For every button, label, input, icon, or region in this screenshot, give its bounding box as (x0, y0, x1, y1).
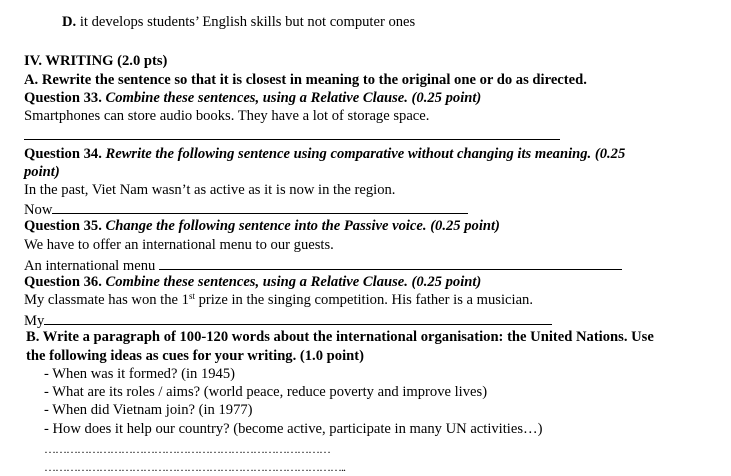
question-36-prompt: My (24, 313, 45, 329)
question-36-answer-line[interactable] (44, 310, 552, 325)
question-34-sentence: In the past, Viet Nam wasn’t as active as it is now in the region. (24, 182, 396, 198)
question-35-label: Question 35. (24, 218, 102, 234)
question-35-answer (24, 255, 622, 275)
question-34-answer-line[interactable] (52, 199, 468, 214)
question-35-answer-line[interactable] (159, 255, 622, 270)
part-a-title: A. Rewrite the sentence so that it is closest in meaning to the original one or do as directed. (24, 72, 587, 88)
question-35-sentence: We have to offer an international menu to our guests. (24, 237, 334, 253)
question-33-instruction: Combine these sentences, using a Relative Clause. (0.25 point) (101, 90, 482, 106)
question-36-header (24, 273, 481, 291)
question-34-prompt: Now (24, 202, 53, 218)
writing-dot-line[interactable]: …………………………………………………………………… (44, 442, 330, 456)
question-34-header (24, 145, 625, 163)
question-35-header (24, 217, 500, 235)
cue-item: - When did Vietnam join? (in 1977) (44, 402, 253, 418)
question-34-instruction: Rewrite the following sentence using comparative without changing its meaning. (0.25 (101, 146, 626, 162)
question-36-instruction: Combine these sentences, using a Relative Clause. (0.25 point) (101, 274, 482, 290)
part-b-title-line-2: the following ideas as cues for your writing. (1.0 point) (26, 348, 364, 364)
cue-item: - How does it help our country? (become active, participate in many UN activities…) (44, 421, 543, 437)
question-36-sentence-end: prize in the singing competition. His father is a musician. (194, 292, 533, 308)
question-33-label: Question 33. (24, 90, 102, 106)
option-d-text: it develops students’ English skills but not computer ones (76, 14, 416, 30)
writing-dot-line[interactable]: ……………………………………………………………………….. (44, 460, 345, 474)
section-title: IV. WRITING (2.0 pts) (24, 53, 168, 69)
question-34-instruction-cont: point) (24, 164, 60, 180)
part-b-title-line-1: B. Write a paragraph of 100-120 words about the international organisation: the United Nations. Use (26, 329, 654, 345)
question-35-prompt: An international menu (24, 258, 159, 274)
question-34-answer (24, 199, 468, 219)
question-36-sentence (24, 291, 533, 309)
question-36-sentence-start: My classmate has won the 1 (24, 292, 189, 308)
question-33-answer-line[interactable] (24, 139, 560, 140)
cue-item: - When was it formed? (in 1945) (44, 366, 236, 382)
question-33-sentence: Smartphones can store audio books. They have a lot of storage space. (24, 108, 430, 124)
question-36-answer (24, 310, 552, 330)
question-36-label: Question 36. (24, 274, 102, 290)
option-d (62, 13, 415, 31)
question-35-instruction: Change the following sentence into the Passive voice. (0.25 point) (101, 218, 500, 234)
question-33-header (24, 89, 481, 107)
option-d-letter: D. (62, 14, 77, 30)
question-34-label: Question 34. (24, 146, 102, 162)
cue-item: - What are its roles / aims? (world peace, reduce poverty and improve lives) (44, 384, 488, 400)
question-36-ordinal-suffix: st (188, 291, 195, 301)
